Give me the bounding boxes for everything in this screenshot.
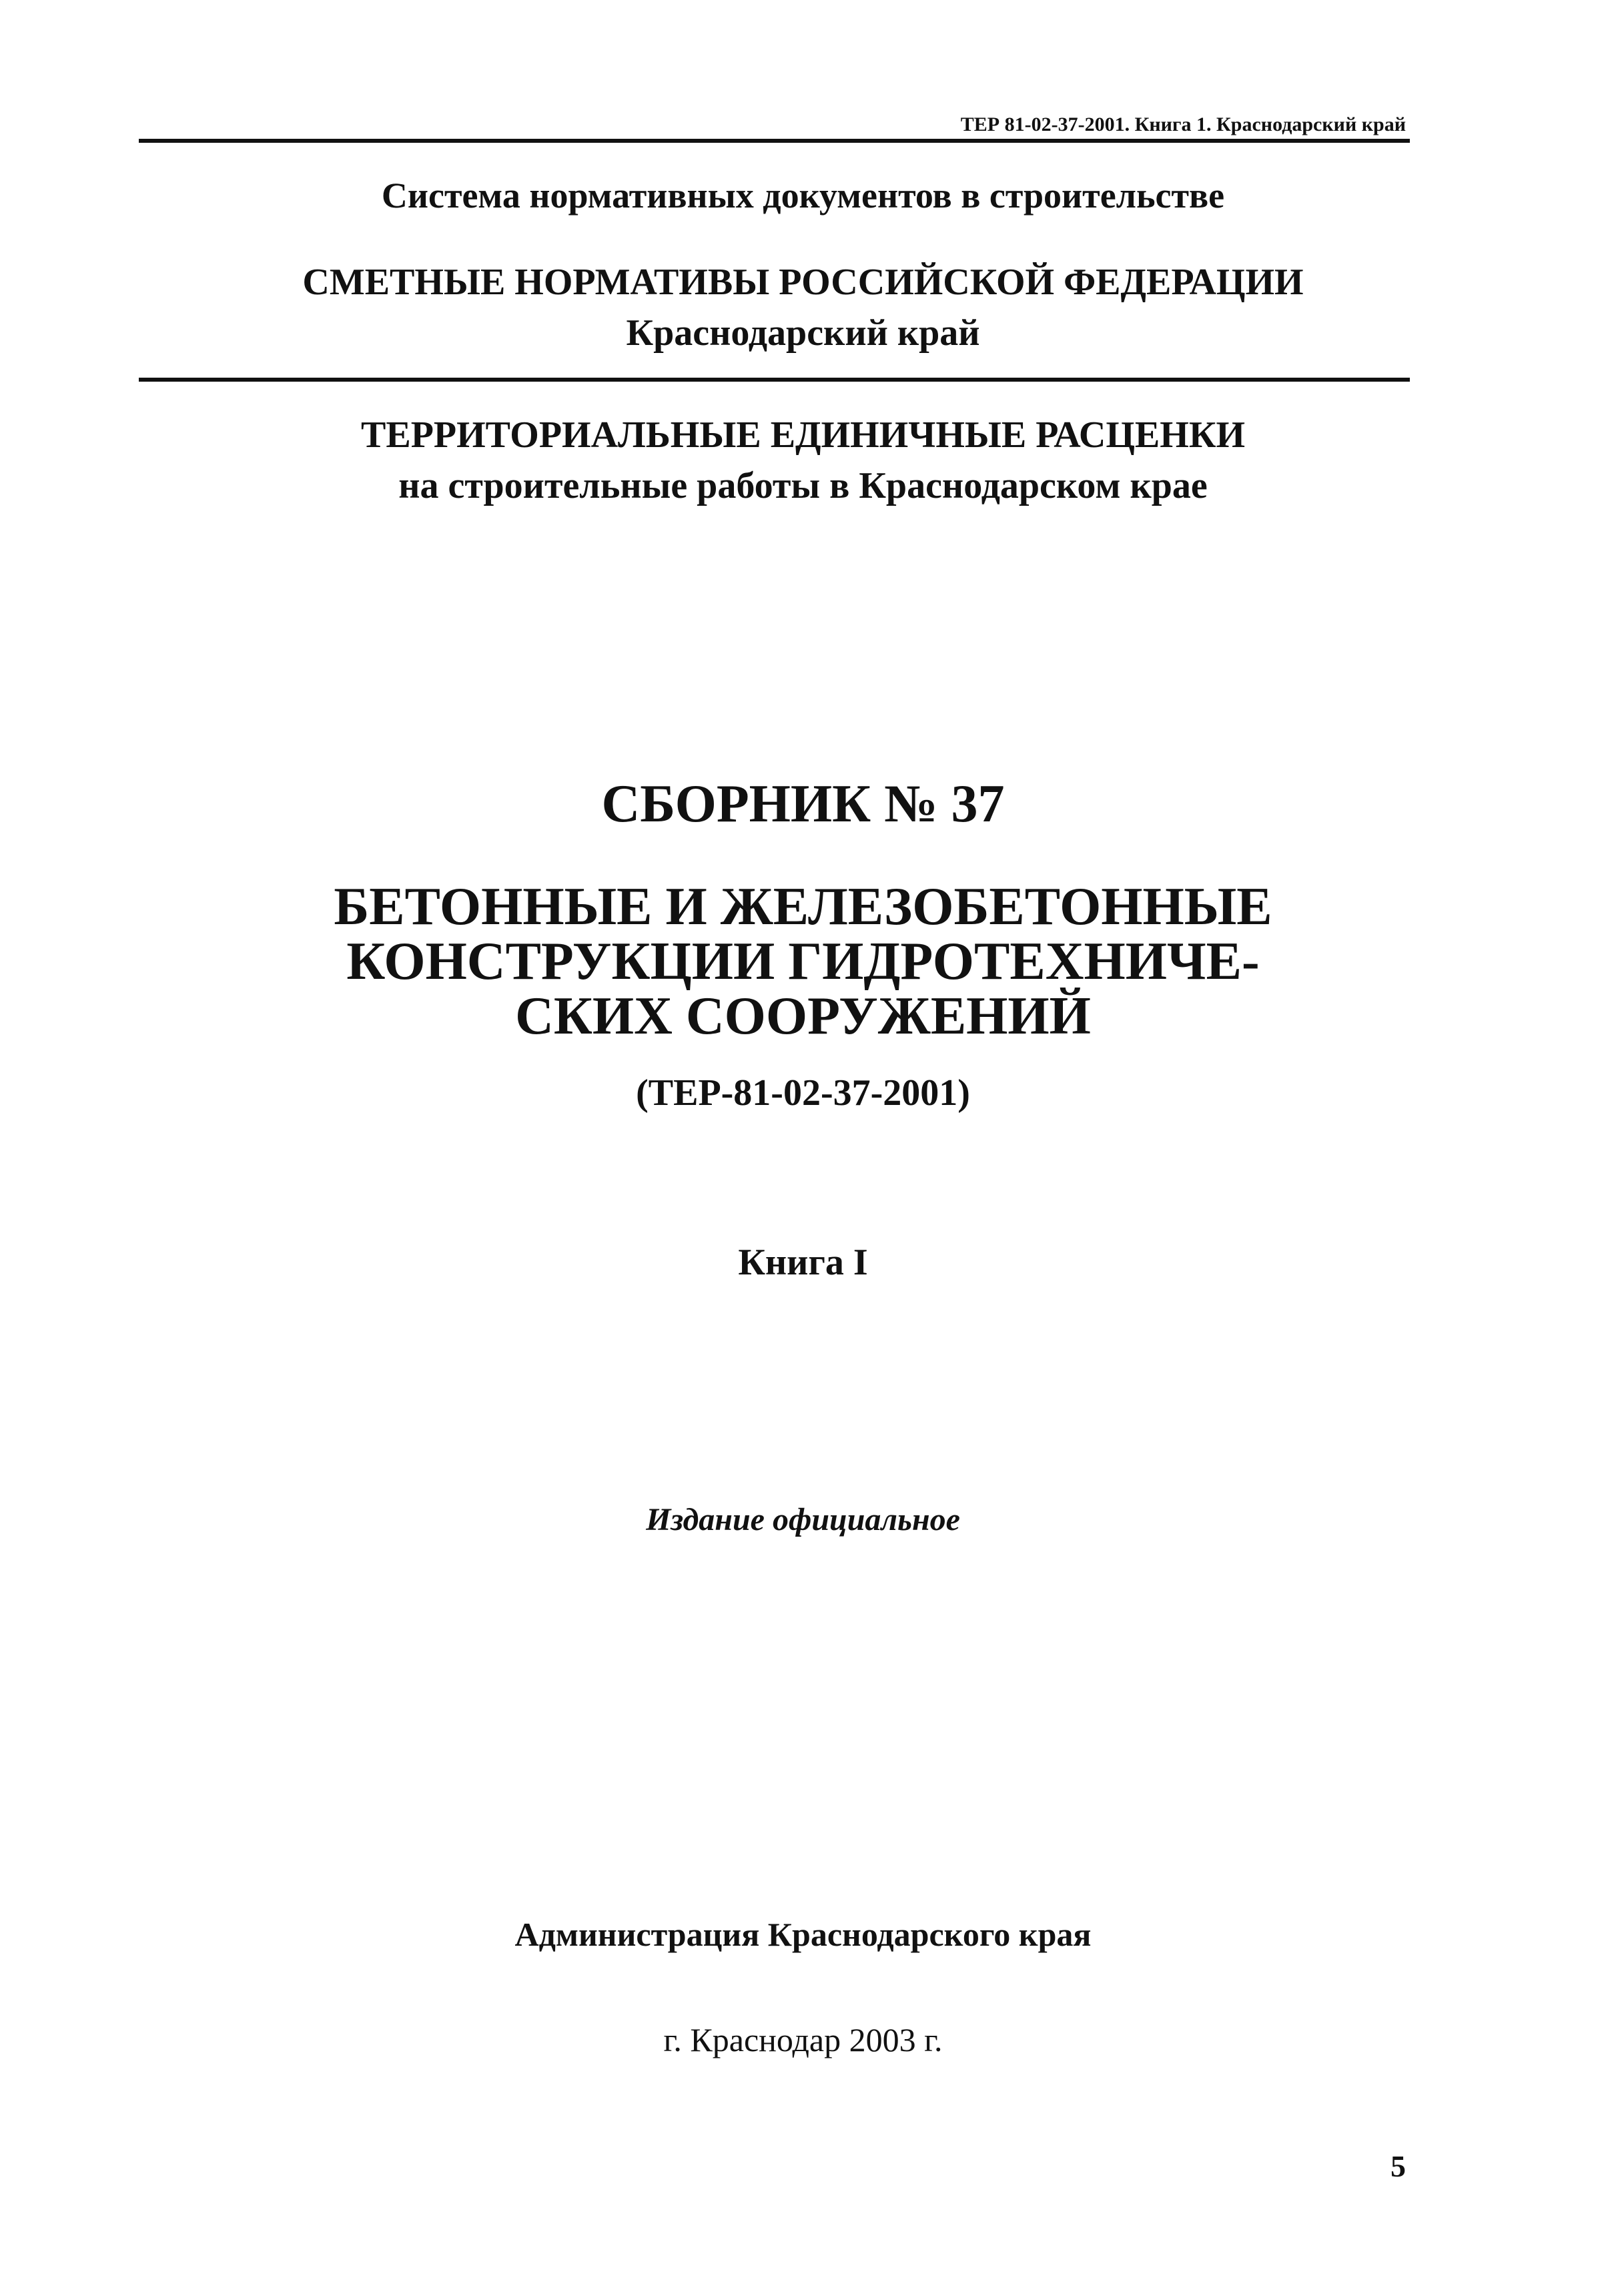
ter-line2: на строительные работы в Краснодарском крае (398, 465, 1208, 506)
page-number: 5 (1390, 2149, 1406, 2183)
publisher (0, 1915, 1606, 1954)
collection-code-text: (ТЕР-81-02-37-2001) (636, 1072, 970, 1114)
ter-line1: ТЕРРИТОРИАЛЬНЫЕ ЕДИНИЧНЫЕ РАСЦЕНКИ (360, 414, 1246, 456)
running-header: ТЕР 81-02-37-2001. Книга 1. Краснодарский край (960, 113, 1406, 135)
estimate-norms-line1: СМЕТНЫЕ НОРМАТИВЫ РОССИЙСКОЙ ФЕДЕРАЦИИ (302, 262, 1304, 303)
collection-title-line: БЕТОННЫЕ И ЖЕЛЕЗОБЕТОННЫЕ (334, 877, 1272, 936)
book-label (0, 1241, 1606, 1284)
collection-title-line: СКИХ СООРУЖЕНИЙ (515, 987, 1091, 1046)
ter-heading (0, 410, 1606, 511)
estimate-norms-heading (0, 257, 1606, 358)
collection-number-text: СБОРНИК № 37 (601, 775, 1005, 833)
edition-label-text: Издание официальное (646, 1502, 960, 1537)
collection-title-line: КОНСТРУКЦИИ ГИДРОТЕХНИЧЕ- (346, 932, 1260, 991)
place-and-year-text: г. Краснодар 2003 г. (663, 2021, 943, 2058)
book-label-text: Книга I (738, 1242, 868, 1283)
header-rule (139, 139, 1410, 143)
collection-title (0, 879, 1606, 1044)
edition-label (0, 1501, 1606, 1538)
section-rule (139, 378, 1410, 382)
publisher-text: Администрация Краснодарского края (514, 1916, 1092, 1953)
collection-number (0, 774, 1606, 835)
system-title-text: Система нормативных документов в строительстве (381, 175, 1225, 216)
estimate-norms-line2: Краснодарский край (626, 312, 980, 354)
place-and-year (0, 2020, 1606, 2059)
system-title (0, 175, 1606, 216)
collection-code (0, 1072, 1606, 1114)
